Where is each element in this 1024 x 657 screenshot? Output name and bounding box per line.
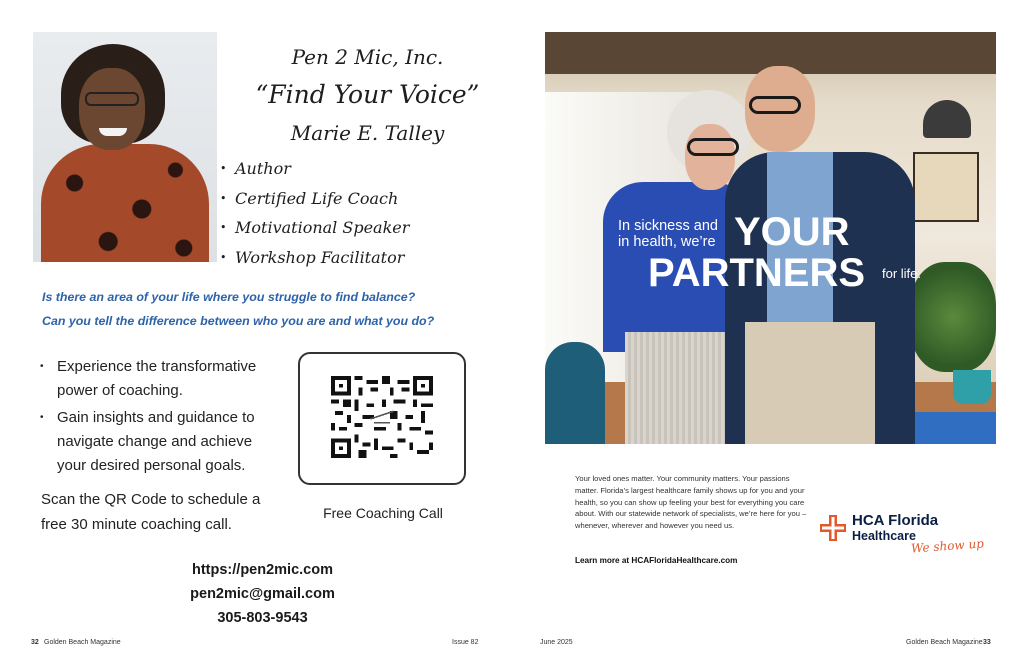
ad-learn-more-link[interactable]: Learn more at HCAFloridaHealthcare.com xyxy=(575,556,738,565)
roles-list xyxy=(220,156,409,274)
left-magazine-name: Golden Beach Magazine xyxy=(44,639,121,646)
author-name: Marie E. Talley xyxy=(290,121,445,145)
ad-body-copy: Your loved ones matter. Your community matters. Your passions matter. Florida’s largest healthcare family shows up for you and your health, so you can show up feeling your best for everything you care about. With our statewide network of specialists, we’re here for you – whenever, wherever and however you need us. xyxy=(575,474,807,531)
role-item: • Motivational Speaker xyxy=(220,215,409,245)
right-magazine-name: Golden Beach Magazine xyxy=(906,639,983,646)
author-portrait xyxy=(33,32,217,262)
right-page-number: 33 xyxy=(983,639,991,646)
benefit-item: • Experience the transformative power of coaching. xyxy=(40,355,280,403)
brand-name: Pen 2 Mic, Inc. xyxy=(291,45,444,69)
ad-headline-partners: PARTNERS xyxy=(648,251,866,295)
tagline: “Find Your Voice” xyxy=(255,80,480,109)
ad-headline-line1: In sickness and xyxy=(618,218,718,234)
left-page-number: 32 xyxy=(31,639,39,646)
ad-headline-your: YOUR xyxy=(734,210,850,254)
role-item: • Certified Life Coach xyxy=(220,186,409,216)
role-item: • Workshop Facilitator xyxy=(220,245,409,275)
hca-slogan: We show up xyxy=(910,536,985,556)
issue-date: June 2025 xyxy=(540,639,573,646)
hca-cross-icon xyxy=(818,513,848,543)
hca-logo-sub: Healthcare xyxy=(852,529,916,543)
ad-headline-line2: in health, we’re xyxy=(618,234,716,250)
qr-caption: Free Coaching Call xyxy=(323,505,443,521)
hca-logo-name: HCA Florida xyxy=(852,512,939,529)
email-link[interactable]: pen2mic@gmail.com xyxy=(190,586,335,602)
qr-code[interactable] xyxy=(330,376,434,458)
ad-headline-forlife: for life. xyxy=(882,266,922,281)
website-link[interactable]: https://pen2mic.com xyxy=(192,562,333,578)
phone-number: 305-803-9543 xyxy=(217,610,308,626)
question-identity: Can you tell the difference between who you are and what you do? xyxy=(42,314,435,328)
role-item: • Author xyxy=(220,156,409,186)
issue-number: Issue 82 xyxy=(452,639,479,646)
scan-instructions: Scan the QR Code to schedule a free 30 minute coaching call. xyxy=(41,491,261,533)
benefits-list xyxy=(40,355,280,481)
question-balance: Is there an area of your life where you struggle to find balance? xyxy=(42,290,416,304)
benefit-item: • Gain insights and guidance to navigate change and achieve your desired personal goals. xyxy=(40,406,280,478)
